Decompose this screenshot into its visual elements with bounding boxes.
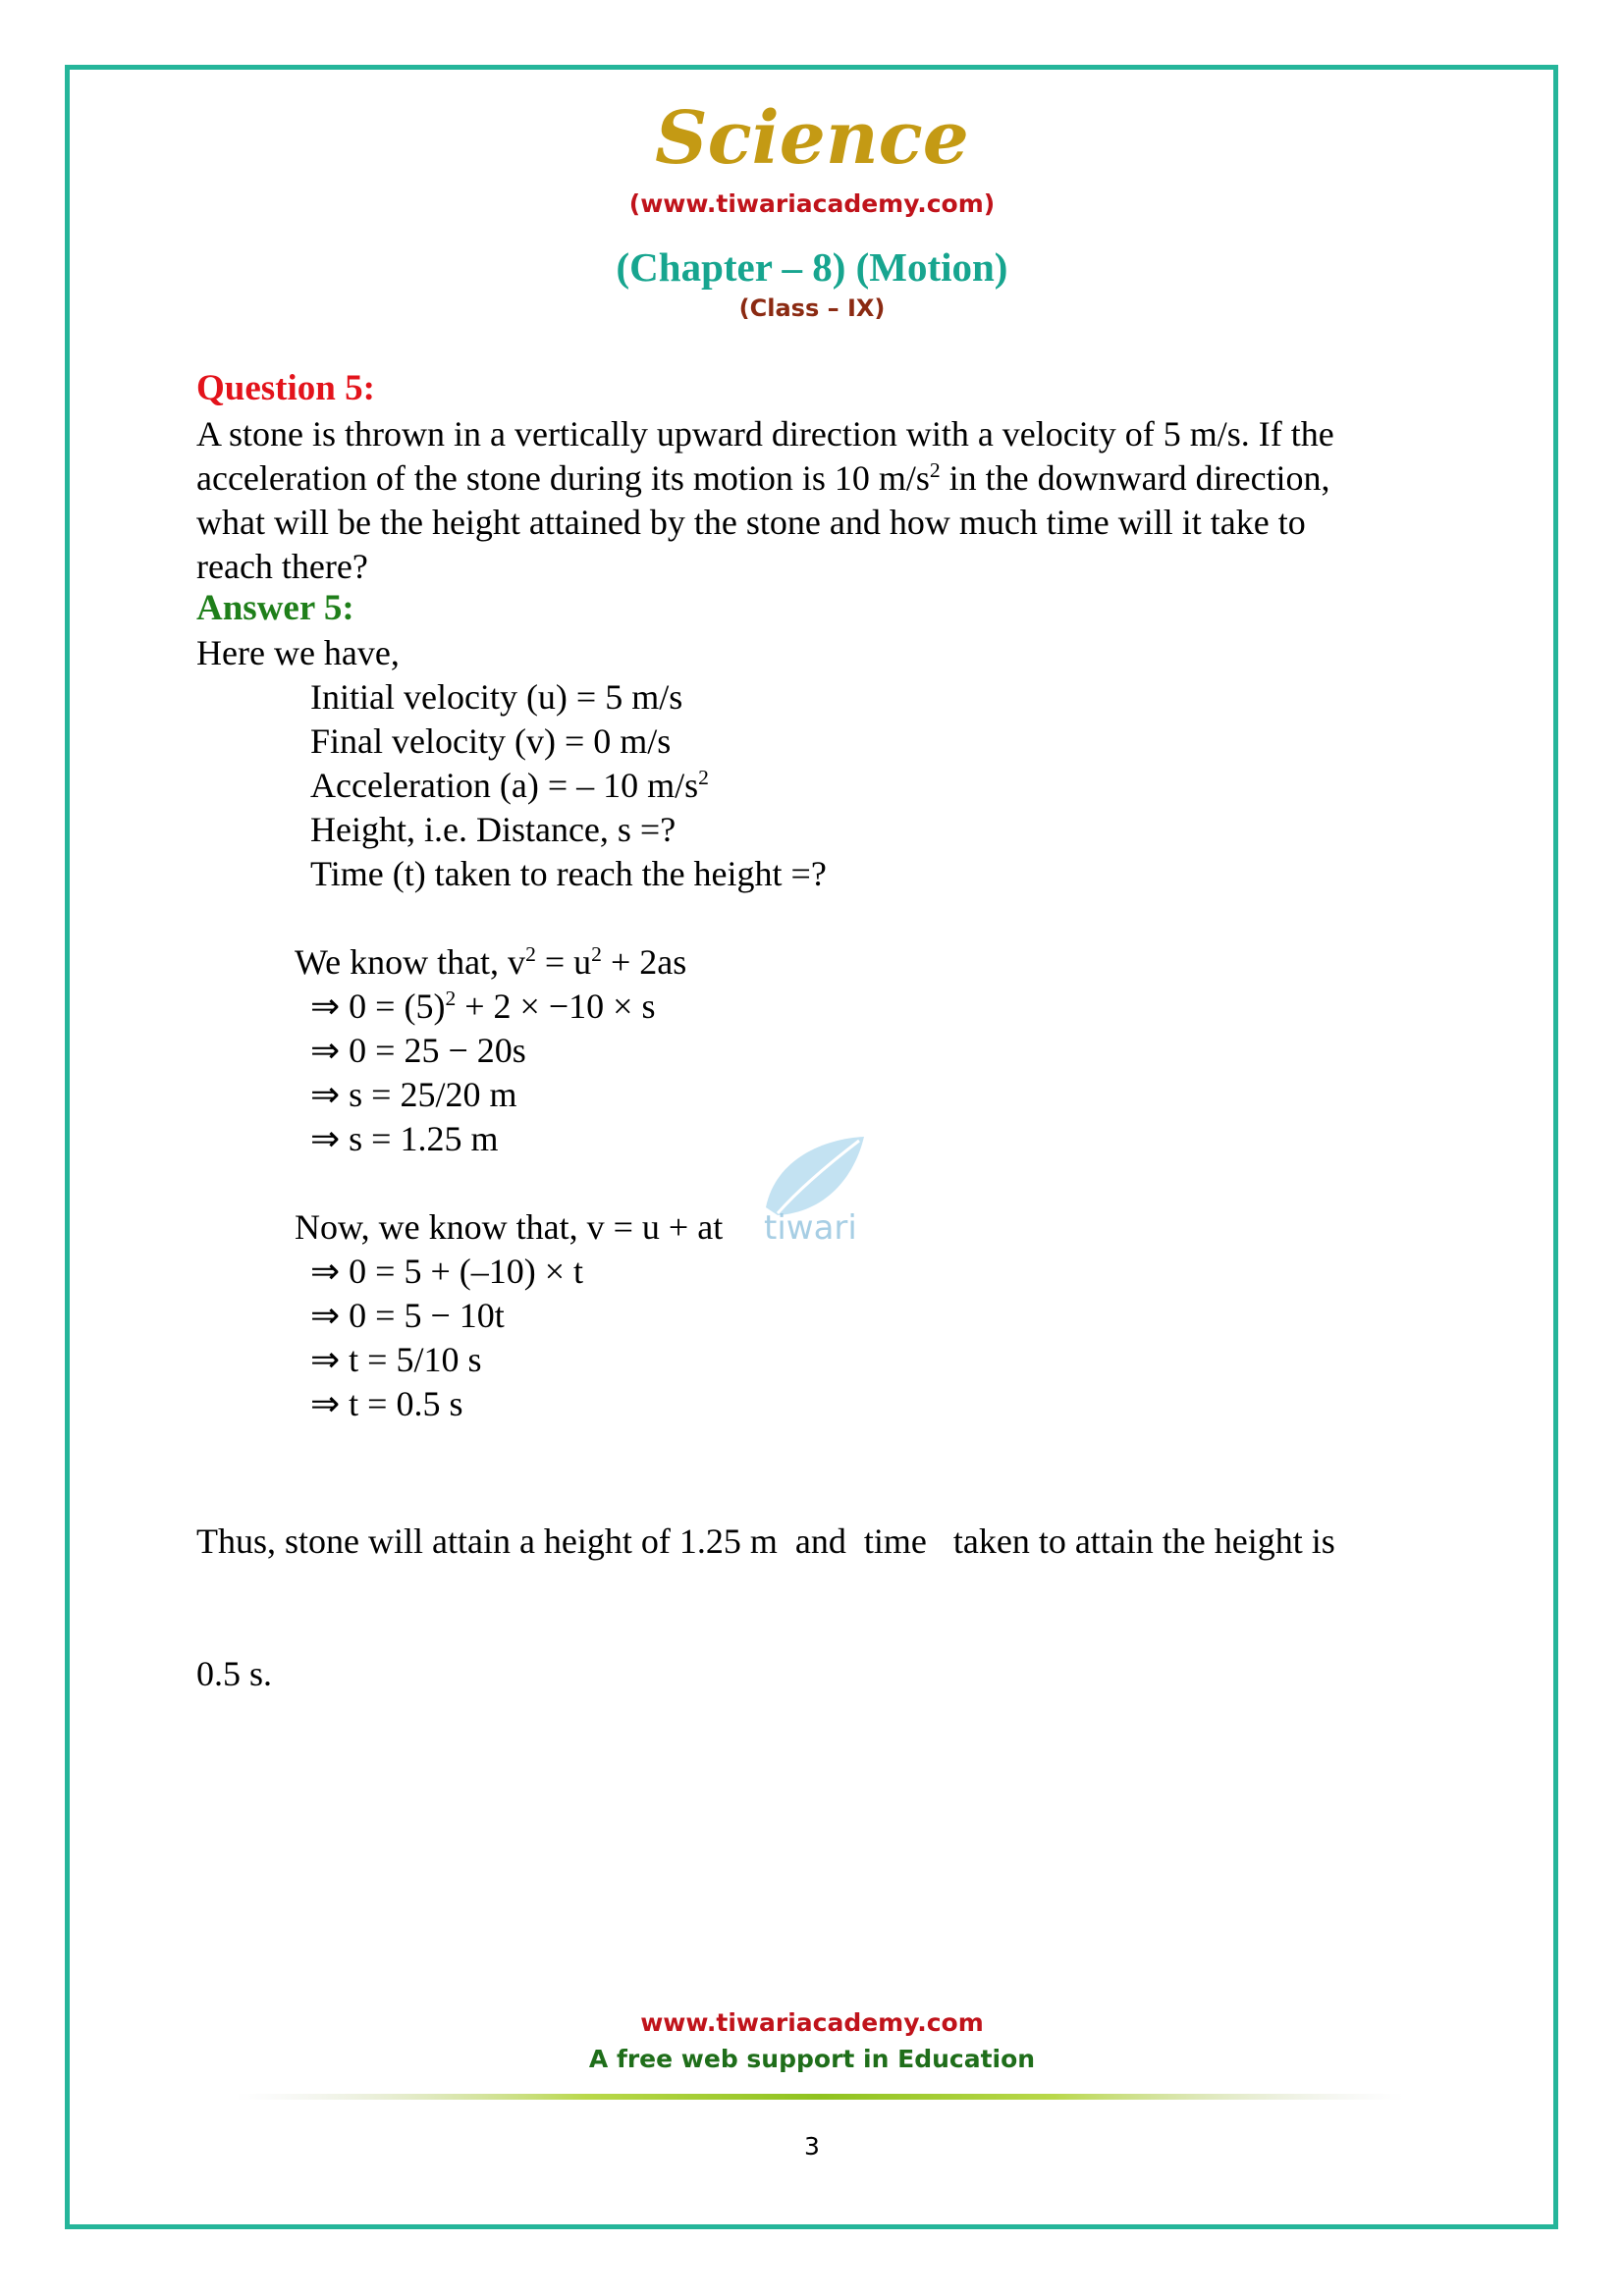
question-line-1: A stone is thrown in a vertically upward direction with a velocity of 5 m/s. If the — [196, 414, 1334, 454]
question-label: Question 5: — [196, 368, 375, 408]
equation-step: ⇒ t = 0.5 s — [310, 1384, 463, 1423]
given-line: Final velocity (v) = 0 m/s — [310, 721, 672, 761]
conclusion-line-2: 0.5 s. — [196, 1654, 273, 1693]
given-line: Acceleration (a) = – 10 $m/s^2$ — [310, 766, 709, 805]
equation-step: ⇒ t = 5/10 s — [310, 1340, 482, 1379]
given-line: Initial velocity (u) = 5 m/s — [310, 677, 683, 717]
equation-step: ⇒ $0 = (5)^2 + 2 \times -10 \times s$ — [310, 987, 656, 1026]
question-line-3: what will be the height attained by the stone and how much time will it take to — [196, 503, 1306, 542]
page-number: 3 — [804, 2132, 820, 2161]
answer-label: Answer 5: — [196, 588, 354, 628]
conclusion-line-1: Thus, stone will attain a height of 1.25 m and time taken to attain the height is — [196, 1522, 1335, 1561]
equation-1: We know that, $v^2 = u^2 + 2as$ — [295, 942, 687, 982]
equation-step: ⇒ 0 = 5 − 10t — [310, 1296, 505, 1335]
footer-tagline: A free web support in Education — [588, 2045, 1036, 2073]
tiwari-watermark-logo — [756, 1129, 874, 1247]
header-website: (www.tiwariacademy.com) — [628, 189, 996, 218]
page-title: Science — [655, 96, 969, 181]
chapter-heading: (Chapter – 8) (Motion) — [616, 244, 1008, 290]
equation-step: ⇒ s = 1.25 m — [310, 1119, 499, 1158]
equation-step: ⇒ s = 25/20 m — [310, 1075, 517, 1114]
equation-2: Now, we know that, v = u + at — [295, 1207, 724, 1247]
answer-intro: Here we have, — [196, 633, 400, 672]
question-text — [196, 412, 1429, 589]
watermark-text: tiwari — [764, 1208, 857, 1247]
question-line-4: reach there? — [196, 547, 368, 586]
equation-step: ⇒ 0 = 5 + (–10) × t — [310, 1252, 584, 1291]
given-line: Time (t) taken to reach the height =? — [310, 854, 827, 893]
class-label: (Class – IX) — [738, 294, 886, 322]
footer-website-link[interactable]: www.tiwariacademy.com — [640, 2008, 984, 2037]
question-line-2: acceleration of the stone during its motion is 10 $m/s^2$ in the downward direction, — [196, 458, 1330, 498]
conclusion — [196, 1431, 1429, 1740]
equation-step: ⇒ 0 = 25 − 20s — [310, 1031, 526, 1070]
given-line: Height, i.e. Distance, s =? — [310, 810, 677, 849]
footer-divider — [236, 2092, 1404, 2102]
